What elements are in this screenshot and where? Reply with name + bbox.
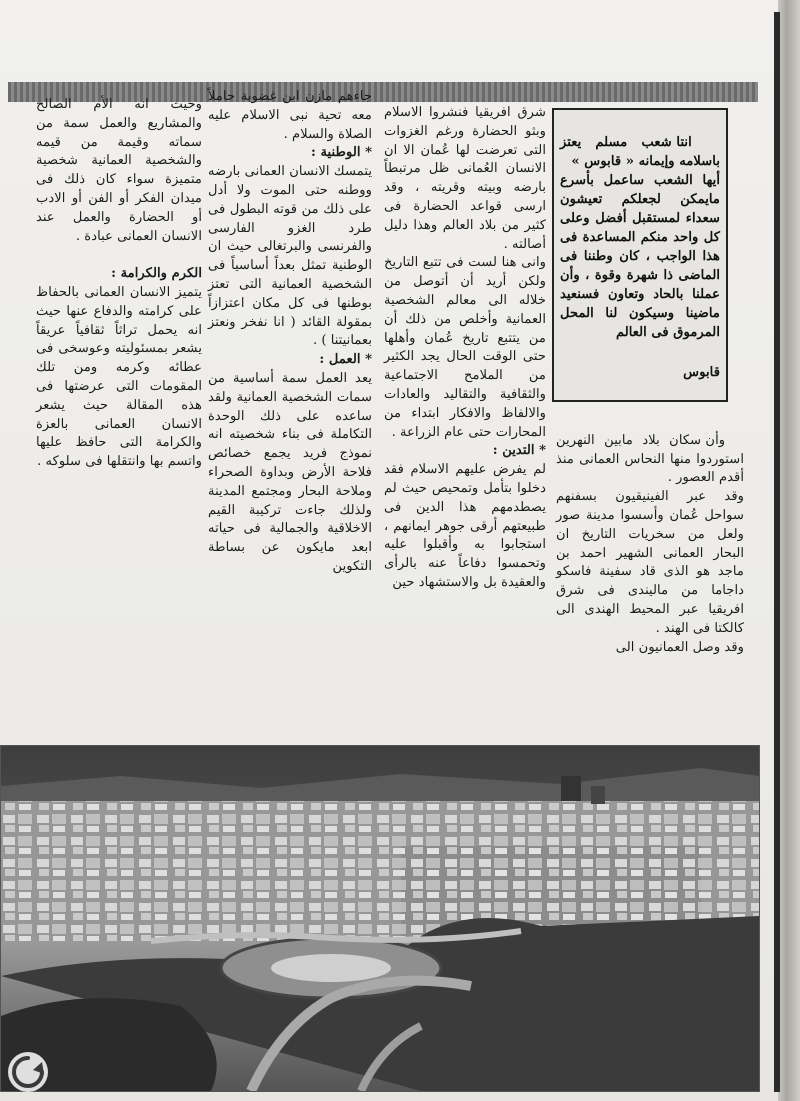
article-column-3 [203,88,372,577]
column-3-text-cont2: يعد العمل سمة أساسية من سمات الشخصية العمانية ولقد ساعده على ذلك الوحدة التكاملة فى بناء شخصيته انه نموذج فريد يجمع خصائص فلاحة الأرض وبداوة الصحراء وملاحة البحار ومجتمع المدينة ولذلك جاءت تركيبة القيم الاخلاقية والجمالية فى حياته ابعد مايكون عن بساطة التكوين [203,370,372,574]
quote-signature: قابوس [683,365,720,380]
article-column-1 [556,413,744,657]
heading-work: * العمل : [319,352,372,368]
rotate-icon[interactable] [6,1050,50,1094]
column-3-text-cont: يتمسك الانسان العمانى بارضه ووطنه حتى الموت ولا أدل على ذلك من قوته البطول فى طرد الغزو الفارسى والفرنسى والبرتغالى حيث ان الوطنية تمثل بعداً أساسياً فى الشخصية العمانية التى تعتز بوطنها فى كل مكان اعتزازاً بمقولة القائد ( انا نفخر ونعتز بعمانيتنا ) . [203,164,372,349]
heading-patriotism: * الوطنية : [311,145,372,161]
column-2-text: شرق افريقيا فنشروا الاسلام وبثو الحضارة ورغم الغزوات التى تعرضت لها عُمان الا ان الانسان العُمانى ظل مرتبطاً بارضه وبيته وقريته ، وقد ارسى قواعد الحضارة فى كثير من بلاد العالم وهذا دليل أصالته . وانى هنا لست فى تتبع التاريخ ولكن أريد أن أتوصل من خلاله الى معالم الشخصية العمانية وأخلص من ذلك أن من يتتبع تاريخ عُمان وأهلها حتى الوقت الحال يجد الكثير من الملامح الاجتماعية والثقافية والتقاليد والعادات والالفاظ والافكار ابتداء من المحارات حتى عام الزراعة . [384,105,546,440]
heading-generosity: الكرم والكرامة : [111,266,202,282]
article-column-2 [379,104,546,593]
city-photo [0,745,760,1092]
column-4-text-cont: يتميز الانسان العمانى بالحفاظ على كرامته والدفاع عنها حيث انه يحمل تراثاً ثقافياً عريقاً يشعر بمسئوليته وعوسخى فى عطائه وكرمه ومن تلك المقومات التى عرضتها فى هذه المقالة حيث يشعر الانسان العمانى بالعزة والكرامة التى حافظ عليها واتسم بها وانتقلها فى سلوكه . [31,284,202,470]
article-column-4 [31,96,202,472]
column-2-text-cont: لم يفرض عليهم الاسلام فقد دخلوا بتأمل وتمحيص حيث لم يصطدمهم هذا الدين فى طبيعتهم أرقى جوهر ايمانهم ، استجابوا به وأقبلوا عليه وتحمسوا دفاعاً عنه بالرأى والعقيدة بل والاستشهاد حين [379,462,546,590]
column-4-text: وحيث انه الأم الصالح والمشاريع والعمل سمة من سماته وقيمة من قيمه والشخصية العمانية شخصية متميزة سواء كان ذلك فى ميدان الفكر أو الفن أو الادب أو الحضارة والعمل عند الانسان العمانى عبادة . [31,97,202,244]
page-edge-shadow [778,0,800,1101]
page-binding-line [774,12,780,1092]
quote-text: انتا شعب مسلم يعتز باسلامه وإيمانه « قابوس » أيها الشعب ساعمل بأسرع مايمكن لجعلكم تعيشون سعداء لمستقبل أفضل وعلى كل واحد منكم المساعدة فى هذا الواجب ، كان وطننا فى الماضى ذا شهرة وقوة ، وأن عملنا بالحاد وتعاون فسنعيد ماضينا وسيكون لنا المحل المرموق فى العالم [560,135,720,340]
heading-religiosity: * التدين : [492,443,546,459]
column-3-text: جاءهم مازن ابن غضوبة حاملاً معه تحية نبى الاسلام عليه الصلاة والسلام . [203,89,372,142]
column-1-text: وأن سكان بلاد مابين النهرين استوردوا منها النحاس العمانى منذ أقدم العصور . وقد عبر الفينيقيون بسفنهم سواحل عُمان وأسسوا مدينة صور ولعل من سخريات التاريخ ان البحار العمانى الشهير احمد بن ماجد هو الذى قاد سفينة فاسكو داجاما من ماليندى فى شرق افريقيا عبر المحيط الهندى الى كالكتا فى الهند . وقد وصل العمانيون الى [556,432,744,655]
quote-box [552,108,728,402]
